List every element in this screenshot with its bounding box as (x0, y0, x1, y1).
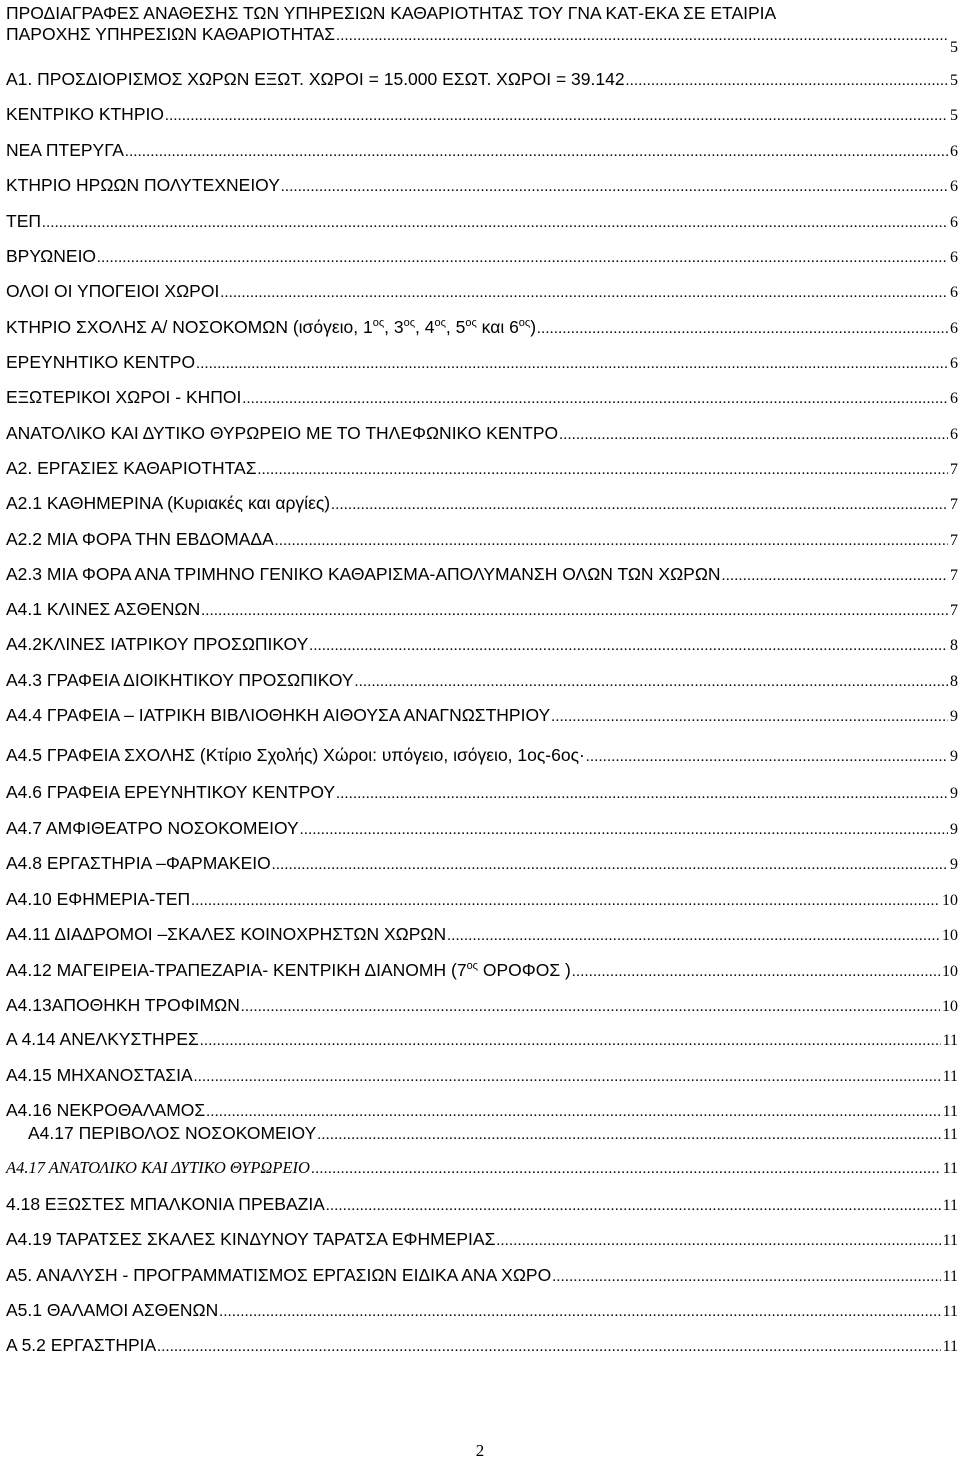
toc-entry-label: ΚΕΝΤΡΙΚΟ ΚΤΗΡΙΟ (6, 104, 164, 124)
toc-entry-label: Α4.19 ΤΑΡΑΤΣΕΣ ΣΚΑΛΕΣ ΚΙΝΔΥΝΟΥ ΤΑΡΑΤΣΑ ΕΦΗΜΕΡΙΑΣ (6, 1229, 496, 1249)
toc-entry[interactable] (6, 24, 958, 56)
dot-leader (275, 531, 948, 551)
dot-leader (97, 248, 948, 268)
toc-entry-page: 11 (942, 1032, 958, 1049)
toc-entry[interactable] (6, 529, 958, 551)
toc-entry[interactable] (6, 1194, 958, 1216)
toc-entry[interactable] (6, 670, 958, 692)
dot-leader (220, 283, 948, 303)
toc-entry[interactable] (6, 924, 958, 946)
toc-entry-page: 11 (942, 1303, 958, 1320)
dot-leader (272, 855, 948, 875)
toc-entry[interactable] (6, 1158, 958, 1179)
toc-entry-page: 11 (942, 1197, 958, 1214)
toc-entry-label: Α 5.2 ΕΡΓΑΣΤΗΡΙΑ (6, 1335, 157, 1355)
toc-entry[interactable] (6, 1065, 958, 1087)
toc-entry[interactable] (6, 281, 958, 303)
toc-entry-label: ΒΡΥΩΝΕΙΟ (6, 246, 97, 266)
dot-leader (300, 820, 948, 840)
dot-leader (196, 354, 948, 374)
toc-entry-label: ΠΑΡΟΧΗΣ ΥΠΗΡΕΣΙΩΝ ΚΑΘΑΡΙΟΤΗΤΑΣ (6, 24, 336, 44)
toc-entry-page: 6 (950, 143, 958, 160)
toc-entry-page: 10 (942, 963, 958, 980)
toc-entry-page: 7 (950, 602, 958, 619)
toc-entry-label: ΟΛΟΙ ΟΙ ΥΠΟΓΕΙΟΙ ΧΩΡΟΙ (6, 281, 220, 301)
dot-leader (258, 460, 948, 480)
toc-entry-label: ΑΝΑΤΟΛΙΚΟ ΚΑΙ ΔΥΤΙΚΟ ΘΥΡΩΡΕΙΟ ΜΕ ΤΟ ΤΗΛΕΦΩΝΙΚΟ ΚΕΝΤΡΟ (6, 423, 559, 443)
toc-entry-page: 6 (950, 284, 958, 301)
toc-entry-page: 6 (950, 320, 958, 337)
toc-entry-page: 5 (950, 72, 958, 89)
dot-leader (165, 106, 948, 126)
toc-entry[interactable] (6, 387, 958, 409)
toc-entry-page: 9 (950, 856, 958, 873)
toc-entry-page: 8 (950, 673, 958, 690)
dot-leader (201, 601, 948, 621)
dot-leader (191, 891, 940, 911)
toc-entry-label: ΚΤΗΡΙΟ ΣΧΟΛΗΣ Α/ ΝΟΣΟΚΟΜΩΝ (ισόγειο, $1^{o\varsigma}$, $3^{o\varsigma}$, $4^{o\varsigma}$, $5^{o\varsigma}$ και $6^{o\varsigma}$) (6, 317, 537, 337)
toc-entry-page: 7 (950, 532, 958, 549)
toc-entry-page: 7 (950, 567, 958, 584)
toc-entry[interactable] (6, 818, 958, 840)
toc-entry-page: 9 (950, 785, 958, 802)
dot-leader (496, 1231, 940, 1251)
toc-entry-label: Α4.12 ΜΑΓΕΙΡΕΙΑ-ΤΡΑΠΕΖΑΡΙΑ- ΚΕΝΤΡΙΚΗ ΔΙΑΝΟΜΗ ($7^{o\varsigma}$ ΟΡΟΦΟΣ ) (6, 960, 571, 980)
dot-leader (219, 1302, 940, 1322)
toc-entry-label: Α4.2ΚΛΙΝΕΣ ΙΑΤΡΙΚΟΥ ΠΡΟΣΩΠΙΚΟΥ (6, 634, 309, 654)
dot-leader (311, 1159, 941, 1179)
toc-entry[interactable] (6, 423, 958, 445)
dot-leader (552, 1267, 940, 1287)
dot-leader (586, 747, 948, 767)
toc-entry[interactable] (6, 69, 958, 91)
toc-entry[interactable] (6, 745, 958, 767)
dot-leader (157, 1337, 940, 1357)
toc-entry-label: Α2.2 ΜΙΑ ΦΟΡΑ ΤΗΝ ΕΒΔΟΜΑΔΑ (6, 529, 274, 549)
toc-entry-page: 6 (950, 214, 958, 231)
toc-entry-page: 10 (942, 927, 958, 944)
toc-entry-page: 7 (950, 496, 958, 513)
dot-leader (317, 1125, 940, 1145)
toc-entry-label: Α5. ΑΝΑΛΥΣΗ - ΠΡΟΓΡΑΜΜΑΤΙΣΜΟΣ ΕΡΓΑΣΙΩΝ ΕΙΔΙΚΑ ΑΝΑ ΧΩΡΟ (6, 1265, 552, 1285)
toc-entry[interactable] (6, 564, 958, 586)
toc-entry[interactable] (6, 995, 958, 1017)
toc-entry-page: 6 (950, 178, 958, 195)
toc-entry-label: Α4.3 ΓΡΑΦΕΙΑ ΔΙΟΙΚΗΤΙΚΟΥ ΠΡΟΣΩΠΙΚΟΥ (6, 670, 354, 690)
toc-entry-label: Α2.1 ΚΑΘΗΜΕΡΙΝΑ (Κυριακές και αργίες) (6, 493, 331, 513)
toc-entry[interactable] (6, 1029, 958, 1051)
dot-leader (206, 1102, 940, 1122)
toc-entry[interactable] (6, 1265, 958, 1287)
toc-entry[interactable] (6, 705, 958, 727)
toc-entry[interactable] (6, 211, 958, 233)
toc-entry[interactable] (6, 140, 958, 162)
toc-entry-label: Α4.10 ΕΦΗΜΕΡΙΑ-ΤΕΠ (6, 889, 191, 909)
toc-entry[interactable] (6, 1229, 958, 1251)
toc-entry-page: 6 (950, 355, 958, 372)
toc-entry[interactable] (6, 352, 958, 374)
dot-leader (537, 319, 948, 339)
toc-entry[interactable] (6, 458, 958, 480)
dot-leader (241, 997, 940, 1017)
toc-entry[interactable] (6, 889, 958, 911)
toc-entry-page: 6 (950, 426, 958, 443)
toc-title-line-1: ΠΡΟΔΙΑΓΡΑΦΕΣ ΑΝΑΘΕΣΗΣ ΤΩΝ ΥΠΗΡΕΣΙΩΝ ΚΑΘΑΡΙΟΤΗΤΑΣ ΤΟΥ ΓΝΑ ΚΑΤ-ΕΚΑ ΣΕ ΕΤΑΙΡΙΑ (6, 3, 777, 23)
dot-leader (336, 784, 948, 804)
toc-entry-page: 11 (942, 1068, 958, 1085)
toc-entry-page: 10 (942, 998, 958, 1015)
toc-entry-page: 6 (950, 249, 958, 266)
dot-leader (309, 636, 948, 656)
toc-entry-label: Α2.3 ΜΙΑ ΦΟΡΑ ΑΝΑ ΤΡΙΜΗΝΟ ΓΕΝΙΚΟ ΚΑΘΑΡΙΣΜΑ-ΑΠΟΛΥΜΑΝΣΗ ΟΛΩΝ ΤΩΝ ΧΩΡΩΝ (6, 564, 721, 584)
toc-entry[interactable] (6, 317, 958, 339)
dot-leader (42, 213, 948, 233)
toc-entry[interactable] (6, 246, 958, 268)
toc-entry-label: Α4.13ΑΠΟΘΗΚΗ ΤΡΟΦΙΜΩΝ (6, 995, 240, 1015)
toc-entry[interactable] (6, 960, 958, 982)
toc-entry-label: Α4.15 ΜΗΧΑΝΟΣΤΑΣΙΑ (6, 1065, 193, 1085)
toc-entry-page: 11 (942, 1268, 958, 1285)
dot-leader (355, 672, 948, 692)
dot-leader (326, 1196, 941, 1216)
toc-entry-label: Α4.5 ΓΡΑΦΕΙΑ ΣΧΟΛΗΣ (Κτίριο Σχολής) Χώροι: υπόγειο, ισόγειο, 1ος-6ος· (6, 745, 585, 765)
toc-entry-page: 9 (950, 708, 958, 725)
toc-entry-page: 11 (942, 1160, 958, 1177)
toc-entry[interactable] (6, 1300, 958, 1322)
toc-entry-label: Α2. ΕΡΓΑΣΙΕΣ ΚΑΘΑΡΙΟΤΗΤΑΣ (6, 458, 257, 478)
dot-leader (551, 707, 948, 727)
toc-entry-page: 5 (950, 107, 958, 124)
toc-entry-label: Α4.11 ΔΙΑΔΡΟΜΟΙ –ΣΚΑΛΕΣ ΚΟΙΝΟΧΡΗΣΤΩΝ ΧΩΡΩΝ (6, 924, 447, 944)
toc-entry-page: 9 (950, 821, 958, 838)
dot-leader (722, 566, 948, 586)
toc-entry-page: 7 (950, 461, 958, 478)
toc-entry-label: 4.18 ΕΞΩΣΤΕΣ ΜΠΑΛΚΟΝΙΑ ΠΡΕΒΑΖΙΑ (6, 1194, 325, 1214)
toc-entry-label: Α5.1 ΘΑΛΑΜΟΙ ΑΣΘΕΝΩΝ (6, 1300, 219, 1320)
toc-entry-page: 10 (942, 892, 958, 909)
toc-entry[interactable] (6, 1100, 958, 1122)
dot-leader (336, 26, 948, 46)
toc-entry[interactable] (6, 1335, 958, 1357)
toc-entry-label: Α 4.14 ΑΝΕΛΚΥΣΤΗΡΕΣ (6, 1029, 199, 1049)
toc-entry-label: Α4.16 ΝΕΚΡΟΘΑΛΑΜΟΣ (6, 1100, 206, 1120)
toc-entry-page: 11 (942, 1103, 958, 1120)
dot-leader (242, 389, 948, 409)
toc-entry[interactable] (6, 104, 958, 126)
toc-entry-label: ΕΞΩΤΕΡΙΚΟΙ ΧΩΡΟΙ - ΚΗΠΟΙ (6, 387, 242, 407)
dot-leader (626, 71, 948, 91)
toc-entry-label: Α4.8 ΕΡΓΑΣΤΗΡΙΑ –ΦΑΡΜΑΚΕΙΟ (6, 853, 271, 873)
toc-entry-label: Α4.6 ΓΡΑΦΕΙΑ ΕΡΕΥΝΗΤΙΚΟΥ ΚΕΝΤΡΟΥ (6, 782, 336, 802)
toc-entry-label: Α4.17 ΠΕΡΙΒΟΛΟΣ ΝΟΣΟΚΟΜΕΙΟΥ (28, 1123, 317, 1143)
toc-entry-label: Α1. ΠΡΟΣΔΙΟΡΙΣΜΟΣ ΧΩΡΩΝ ΕΞΩΤ. ΧΩΡΟΙ = 15.000 ΕΣΩΤ. ΧΩΡΟΙ = 39.142 (6, 69, 625, 89)
toc-entry[interactable] (6, 493, 958, 515)
toc-entry-label: ΝΕΑ ΠΤΕΡΥΓΑ (6, 140, 124, 160)
toc-entry-page: 8 (950, 637, 958, 654)
dot-leader (331, 495, 948, 515)
dot-leader (194, 1067, 941, 1087)
dot-leader (125, 142, 948, 162)
toc-entry[interactable] (28, 1123, 958, 1145)
toc-entry-page: 11 (942, 1338, 958, 1355)
toc-entry-label: Α4.1 ΚΛΙΝΕΣ ΑΣΘΕΝΩΝ (6, 599, 201, 619)
toc-entry-page: 6 (950, 390, 958, 407)
dot-leader (559, 425, 948, 445)
toc-entry-page: 11 (942, 1126, 958, 1143)
toc-entry[interactable] (6, 853, 958, 875)
toc-entry[interactable] (6, 782, 958, 804)
toc-entry[interactable] (6, 634, 958, 656)
dot-leader (572, 962, 940, 982)
dot-leader (200, 1031, 941, 1051)
dot-leader (281, 177, 948, 197)
toc-entry-label: ΚΤΗΡΙΟ ΗΡΩΩΝ ΠΟΛΥΤΕΧΝΕΙΟΥ (6, 175, 280, 195)
toc-entry-page: 11 (942, 1232, 958, 1249)
dot-leader (447, 926, 940, 946)
toc-entry-label: Α4.4 ΓΡΑΦΕΙΑ – ΙΑΤΡΙΚΗ ΒΙΒΛΙΟΘΗΚΗ ΑΙΘΟΥΣΑ ΑΝΑΓΝΩΣΤΗΡΙΟΥ (6, 705, 551, 725)
toc-entry[interactable] (6, 175, 958, 197)
toc-entry-label: ΕΡΕΥΝΗΤΙΚΟ ΚΕΝΤΡΟ (6, 352, 196, 372)
toc-entry-page: 9 (950, 748, 958, 765)
toc-entry-label: ΤΕΠ (6, 211, 41, 231)
toc-entry-label: Α4.17 ΑΝΑΤΟΛΙΚΟ ΚΑΙ ΔΥΤΙΚΟ ΘΥΡΩΡΕΙΟ (6, 1158, 310, 1177)
page-number: 2 (475, 1441, 485, 1460)
toc-entry-page: 5 (950, 39, 958, 56)
toc-entry-label: Α4.7 ΑΜΦΙΘΕΑΤΡΟ ΝΟΣΟΚΟΜΕΙΟΥ (6, 818, 299, 838)
toc-entry[interactable] (6, 599, 958, 621)
